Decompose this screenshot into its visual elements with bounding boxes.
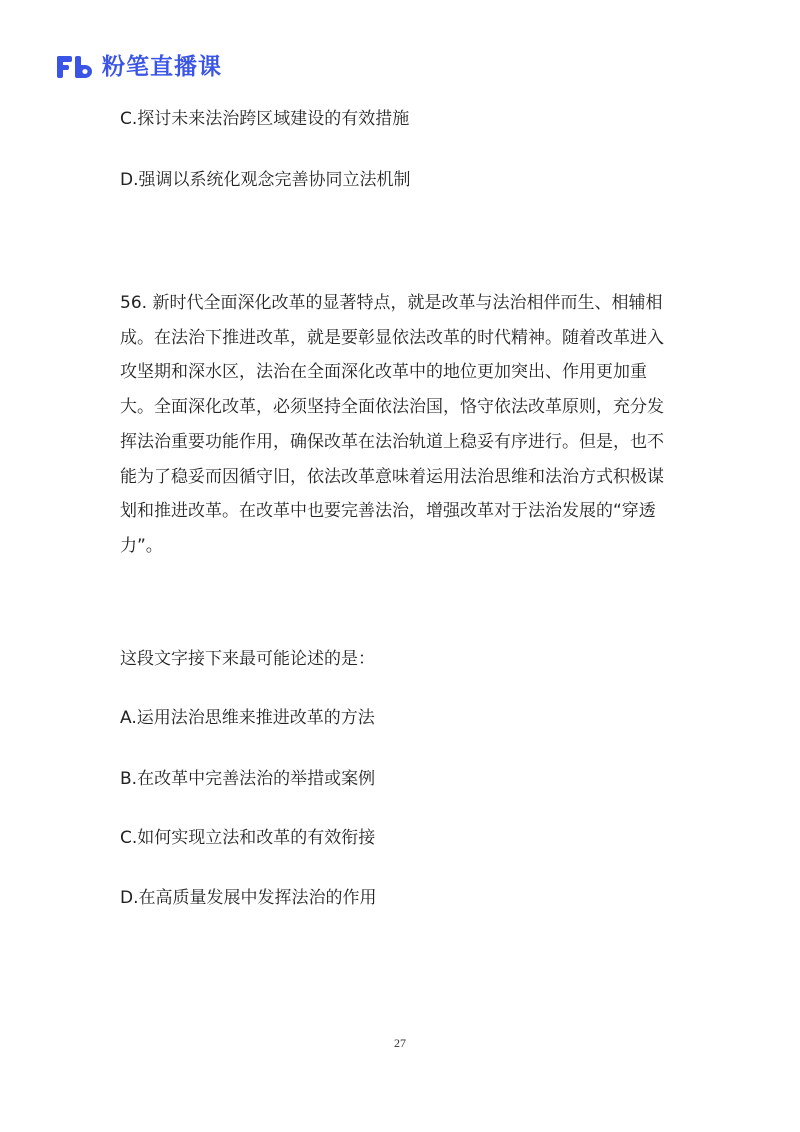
question-prompt: 这段文字接下来最可能论述的是：: [120, 649, 375, 669]
previous-option-d: D.强调以系统化观念完善协同立法机制: [120, 170, 411, 190]
option-d: D.在高质量发展中发挥法治的作用: [120, 888, 377, 908]
brand-header: [56, 52, 222, 82]
fb-logo-icon: [56, 54, 96, 80]
option-c: C.如何实现立法和改革的有效衔接: [120, 828, 376, 848]
option-a: A.运用法治思维来推进改革的方法: [120, 708, 375, 728]
question-56-text: 56. 新时代全面深化改革的显著特点，就是改革与法治相伴而生、相辅相成。在法治下推进改革，就是要彰显依法改革的时代精神。随着改革进入攻坚期和深水区，法治在全面深化改革中的地位更加突出、作用更加重大。全面深化改革，必须坚持全面依法治国，恪守依法改革原则，充分发挥法治重要功能作用，确保改革在法治轨道上稳妥有序进行。但是，也不能为了稳妥而因循守旧，依法改革意味着运用法治思维和法治方式积极谋划和推进改革。在改革中也要完善法治，增强改革对于法治发展的“穿透力”。: [120, 293, 664, 556]
previous-option-c: C.探讨未来法治跨区域建设的有效措施: [120, 109, 410, 129]
brand-name: 粉笔直播课: [102, 54, 222, 80]
option-b: B.在改革中完善法治的举措或案例: [120, 769, 376, 789]
page-number: 27: [394, 1036, 406, 1050]
